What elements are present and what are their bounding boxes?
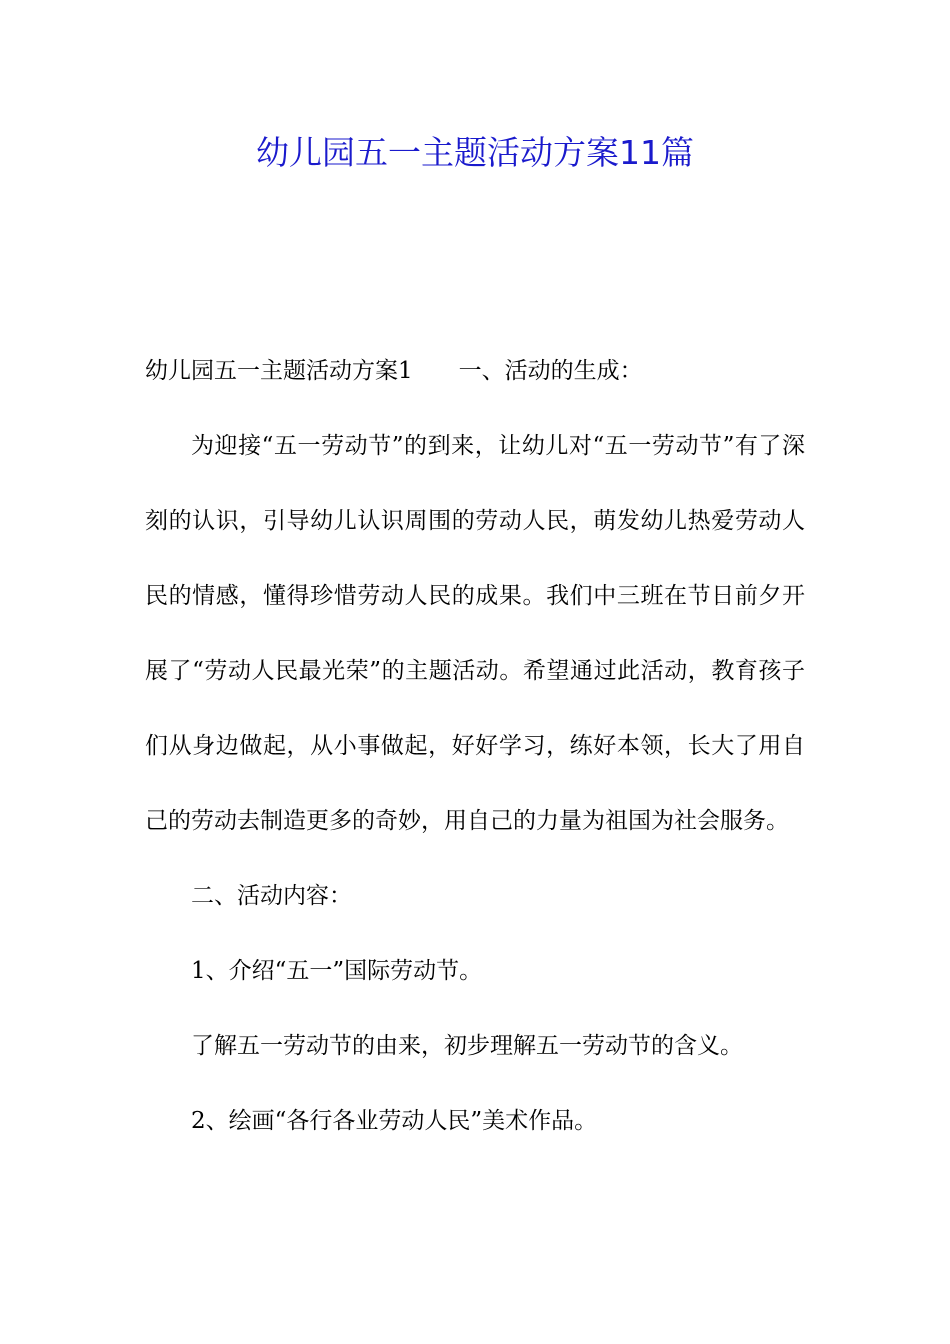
document-body xyxy=(145,334,805,1159)
section-2-heading: 二、活动内容： xyxy=(191,883,352,909)
item-1-description: 了解五一劳动节的由来，初步理解五一劳动节的含义。 xyxy=(191,1033,743,1059)
first-line xyxy=(145,334,805,409)
item-2: 2、绘画“各行各业劳动人民”美术作品。 xyxy=(191,1108,598,1134)
paragraph-1: 为迎接“五一劳动节”的到来，让幼儿对“五一劳动节”有了深刻的认识，引导幼儿认识周围的劳动人民，萌发幼儿热爱劳动人民的情感，懂得珍惜劳动人民的成果。我们中三班在节日前夕开展了“劳动人民最光荣”的主题活动。希望通过此活动，教育孩子们从身边做起，从小事做起，好好学习，练好本领，长大了用自己的劳动去制造更多的奇妙，用自己的力量为祖国为社会服务。 xyxy=(145,433,805,834)
item-1: 1、介绍“五一”国际劳动节。 xyxy=(191,958,483,984)
plan-heading: 幼儿园五一主题活动方案1 xyxy=(145,358,413,384)
section-1-heading: 一、活动的生成： xyxy=(458,358,643,384)
document-title: 幼儿园五一主题活动方案11篇 xyxy=(256,133,694,172)
